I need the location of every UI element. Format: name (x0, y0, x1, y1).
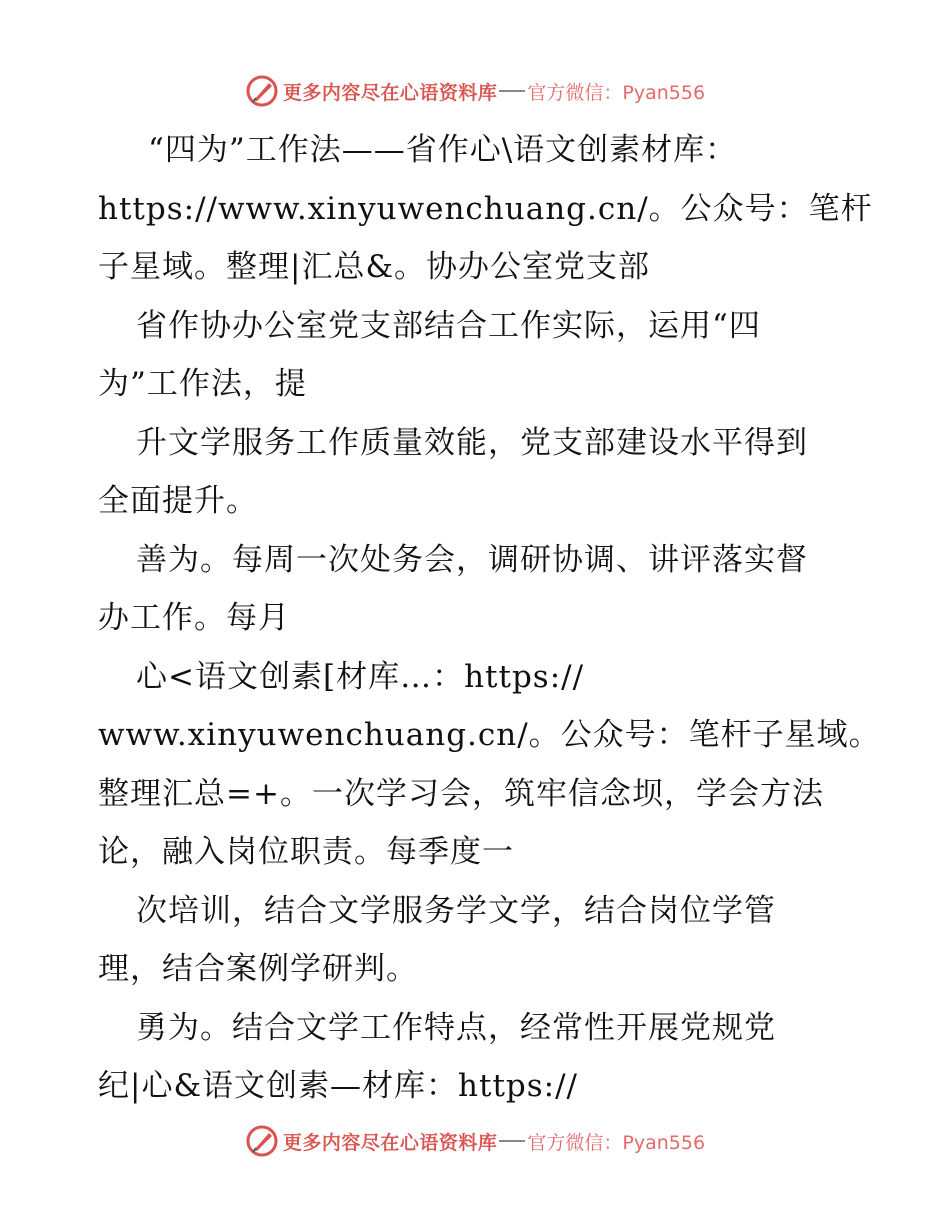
quill-pen-logo-icon (245, 1124, 279, 1158)
text-line: 理，结合案例学研判。 (98, 951, 418, 987)
text-line: 升文学服务工作质量效能，党支部建设水平得到 (136, 424, 808, 461)
text-line: www.xinyuwenchuang.cn/。公众号：笔杆子星域。 (98, 717, 881, 753)
text-line: 整理汇总=+。一次学习会，筑牢信念坝，学会方法 (98, 775, 824, 812)
text-line: 次培训，结合文学服务学文学，结合岗位学管 (136, 892, 776, 929)
header-watermark-banner (0, 71, 950, 111)
text-line: 论，融入岗位职责。每季度一 (98, 834, 514, 870)
text-line: 善为。每周一次处务会，调研协调、讲评落实督 (136, 541, 808, 578)
text-line: 心<语文创素[材库…：https:// (136, 658, 585, 695)
text-line: 为”工作法，提 (98, 366, 307, 402)
text-line: 子星域。整理|汇总&。协办公室党支部 (98, 249, 651, 285)
watermark-dash (499, 90, 525, 92)
watermark-dash (499, 1140, 525, 1142)
text-line: 纪|心&语文创素—材库：https:// (98, 1068, 579, 1104)
text-line: 勇为。结合文学工作特点，经常性开展党规党 (136, 1009, 776, 1046)
text-line: 办工作。每月 (98, 600, 290, 636)
footer-watermark-banner (0, 1121, 950, 1161)
watermark-brand-text: 更多内容尽在心语资料库 (282, 1131, 498, 1154)
watermark-contact-text: 官方微信：Pyan556 (527, 1131, 706, 1154)
watermark-brand-text: 更多内容尽在心语资料库 (282, 81, 498, 104)
watermark-contact-text: 官方微信：Pyan556 (527, 81, 706, 104)
document-body (98, 121, 881, 1116)
text-line: “四为”工作法——省作心\语文创素材库： (148, 132, 738, 168)
quill-pen-logo-icon (245, 74, 279, 108)
text-line: 全面提升。 (98, 483, 258, 519)
text-line: 省作协办公室党支部结合工作实际，运用“四 (136, 307, 761, 344)
text-line: https://www.xinyuwenchuang.cn/。公众号：笔杆 (98, 190, 873, 227)
